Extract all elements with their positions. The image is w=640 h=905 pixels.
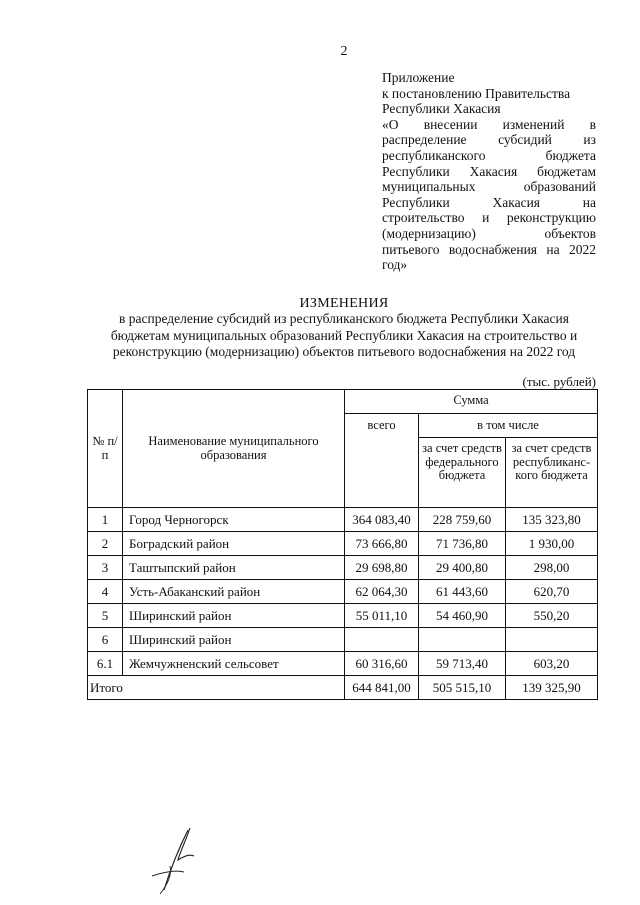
appendix-line: «О внесении изменений в <box>382 116 596 132</box>
row-num: 1 <box>88 508 123 532</box>
row-republic <box>506 628 598 652</box>
appendix-line: питьевого водоснабжения на 2022 <box>382 241 596 257</box>
header-sum: Сумма <box>345 390 598 414</box>
totals-label: Итого <box>88 676 345 700</box>
appendix-line: Республики Хакасия бюджетам <box>382 163 596 179</box>
row-federal: 54 460,90 <box>419 604 506 628</box>
row-num: 6.1 <box>88 652 123 676</box>
document-subtitle: в распределение субсидий из республиканского бюджета Республики Хакасия бюджетам муниципальных образований Республики Хакасия на строительство и реконструкцию (модернизацию) объектов питьевого водоснабжения на 2022 год <box>110 311 578 359</box>
row-federal: 29 400,80 <box>419 556 506 580</box>
table-row <box>88 580 598 604</box>
row-federal: 71 736,80 <box>419 532 506 556</box>
row-republic: 298,00 <box>506 556 598 580</box>
table-row <box>88 508 598 532</box>
document-heading: ИЗМЕНЕНИЯ <box>299 296 389 311</box>
appendix-line: Республики Хакасия на <box>382 194 596 210</box>
appendix-line: год» <box>382 257 408 273</box>
row-name: Ширинский район <box>123 628 345 652</box>
row-total: 73 666,80 <box>345 532 419 556</box>
appendix-line: распределение субсидий из <box>382 132 596 148</box>
row-republic: 550,20 <box>506 604 598 628</box>
appendix-line: Приложение <box>382 70 455 85</box>
row-republic: 1 930,00 <box>506 532 598 556</box>
appendix-line: (модернизацию) объектов <box>382 225 596 241</box>
totals-row <box>88 676 598 700</box>
totals-total: 644 841,00 <box>345 676 419 700</box>
header-republic: за счет средств республиканс-кого бюджета <box>506 438 598 508</box>
row-num: 6 <box>88 628 123 652</box>
row-total: 29 698,80 <box>345 556 419 580</box>
table-row <box>88 652 598 676</box>
row-total <box>345 628 419 652</box>
totals-republic: 139 325,90 <box>506 676 598 700</box>
subsidy-table <box>87 389 598 700</box>
row-republic: 135 323,80 <box>506 508 598 532</box>
appendix-line: муниципальных образований <box>382 179 596 195</box>
appendix-block <box>382 70 596 273</box>
row-name: Город Черногорск <box>123 508 345 532</box>
row-federal: 228 759,60 <box>419 508 506 532</box>
row-num: 4 <box>88 580 123 604</box>
row-federal: 61 443,60 <box>419 580 506 604</box>
row-republic: 620,70 <box>506 580 598 604</box>
header-total: всего <box>345 414 419 508</box>
table-row <box>88 532 598 556</box>
row-name: Жемчужненский сельсовет <box>123 652 345 676</box>
row-name: Ширинский район <box>123 604 345 628</box>
row-name: Боградский район <box>123 532 345 556</box>
table-row <box>88 628 598 652</box>
header-num: № п/п <box>88 390 123 508</box>
row-num: 3 <box>88 556 123 580</box>
row-total: 55 011,10 <box>345 604 419 628</box>
header-federal: за счет средств федерального бюджета <box>419 438 506 508</box>
table-row <box>88 556 598 580</box>
row-federal <box>419 628 506 652</box>
header-including: в том числе <box>419 414 598 438</box>
row-federal: 59 713,40 <box>419 652 506 676</box>
header-name: Наименование муниципального образования <box>123 390 345 508</box>
page-number: 2 <box>340 44 348 59</box>
totals-federal: 505 515,10 <box>419 676 506 700</box>
row-republic: 603,20 <box>506 652 598 676</box>
signature-mark <box>150 826 210 896</box>
row-name: Таштыпский район <box>123 556 345 580</box>
table-row <box>88 604 598 628</box>
row-name: Усть-Абаканский район <box>123 580 345 604</box>
row-num: 2 <box>88 532 123 556</box>
appendix-line: Республики Хакасия <box>382 101 501 117</box>
appendix-line: республиканского бюджета <box>382 147 596 163</box>
appendix-line: строительство и реконструкцию <box>382 210 596 226</box>
row-total: 62 064,30 <box>345 580 419 604</box>
row-total: 364 083,40 <box>345 508 419 532</box>
row-total: 60 316,60 <box>345 652 419 676</box>
row-num: 5 <box>88 604 123 628</box>
units-label: (тыс. рублей) <box>522 374 596 389</box>
appendix-line: к постановлению Правительства <box>382 85 571 101</box>
